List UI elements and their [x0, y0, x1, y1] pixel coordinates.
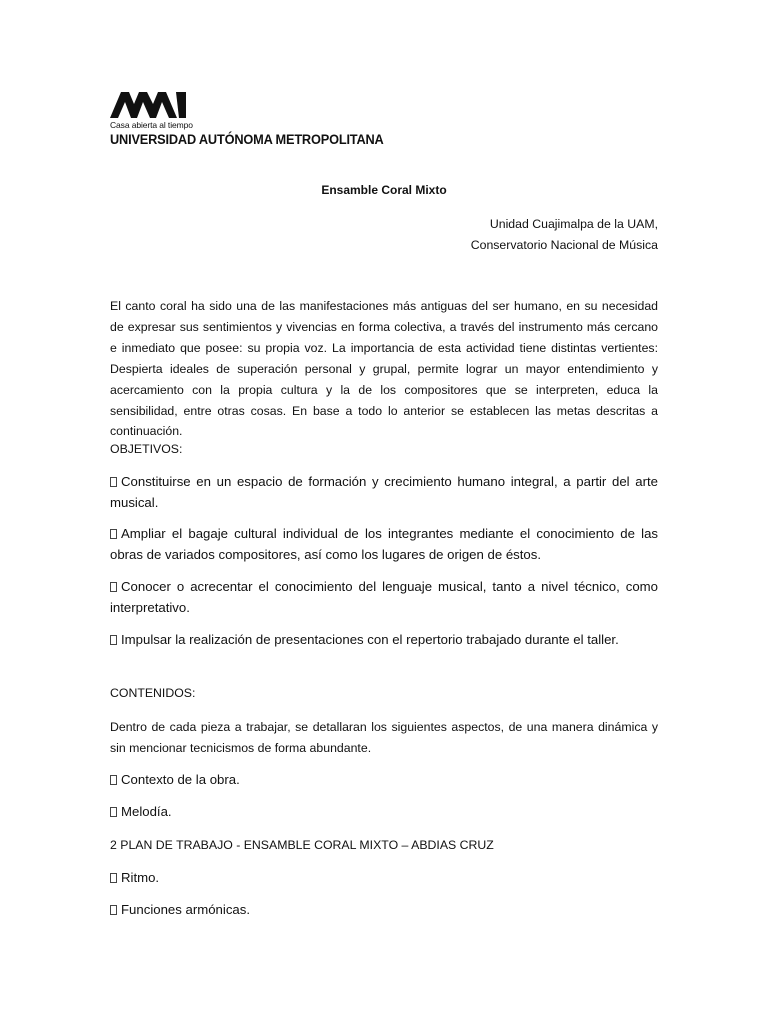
missing-glyph-icon	[110, 807, 117, 817]
contenido-item: Melodía.	[110, 804, 172, 819]
missing-glyph-icon	[110, 873, 117, 883]
document-title: Ensamble Coral Mixto	[321, 183, 447, 197]
university-name: UNIVERSIDAD AUTÓNOMA METROPOLITANA	[110, 132, 384, 148]
objetivo-item: Conocer o acrecentar el conocimiento del lenguaje musical, tanto a nivel técnico, como interpretativo.	[110, 579, 658, 615]
uam-logo-icon	[110, 90, 186, 118]
missing-glyph-icon	[110, 905, 117, 915]
contenidos-heading: CONTENIDOS:	[110, 686, 196, 700]
missing-glyph-icon	[110, 635, 117, 645]
contenido-item: Contexto de la obra.	[110, 772, 240, 787]
intro-paragraph: El canto coral ha sido una de las manifestaciones más antiguas del ser humano, en su necesidad de expresar sus sentimientos y vivencias en forma colectiva, a través del instrumento más cercano e inmediato que posee: su propia voz. La importancia de esta actividad tiene distintas vertientes: Despierta ideales de superación personal y grupal, permite lograr un mayor entendimiento y acercamiento con la propia cultura y la de los compositores que se interpreten, educa la sensibilidad, entre otras cosas. En base a todo lo anterior se establecen las metas descritas a continuación.	[110, 299, 658, 439]
page-footer: 2 PLAN DE TRABAJO - ENSAMBLE CORAL MIXTO – ABDIAS CRUZ	[110, 838, 494, 852]
contenido-item: Funciones armónicas.	[110, 902, 250, 917]
university-logo	[110, 90, 410, 152]
contenidos-intro: Dentro de cada pieza a trabajar, se detallaran los siguientes aspectos, de una manera dinámica y sin mencionar tecnicismos de forma abundante.	[110, 720, 658, 755]
location-line-2: Conservatorio Nacional de Música	[470, 238, 658, 252]
missing-glyph-icon	[110, 477, 117, 487]
objetivos-heading: OBJETIVOS:	[110, 442, 183, 456]
contenido-item: Ritmo.	[110, 870, 159, 885]
university-tagline: Casa abierta al tiempo	[110, 120, 193, 130]
missing-glyph-icon	[110, 529, 117, 539]
location-line-1: Unidad Cuajimalpa de la UAM,	[489, 217, 658, 231]
missing-glyph-icon	[110, 582, 117, 592]
objetivo-item: Ampliar el bagaje cultural individual de los integrantes mediante el conocimiento de las obras de variados compositores, así como los lugares de origen de éstos.	[110, 526, 658, 562]
missing-glyph-icon	[110, 775, 117, 785]
objetivo-item: Constituirse en un espacio de formación y crecimiento humano integral, a partir del arte musical.	[110, 474, 658, 510]
objetivo-item: Impulsar la realización de presentaciones con el repertorio trabajado durante el taller.	[110, 630, 658, 651]
